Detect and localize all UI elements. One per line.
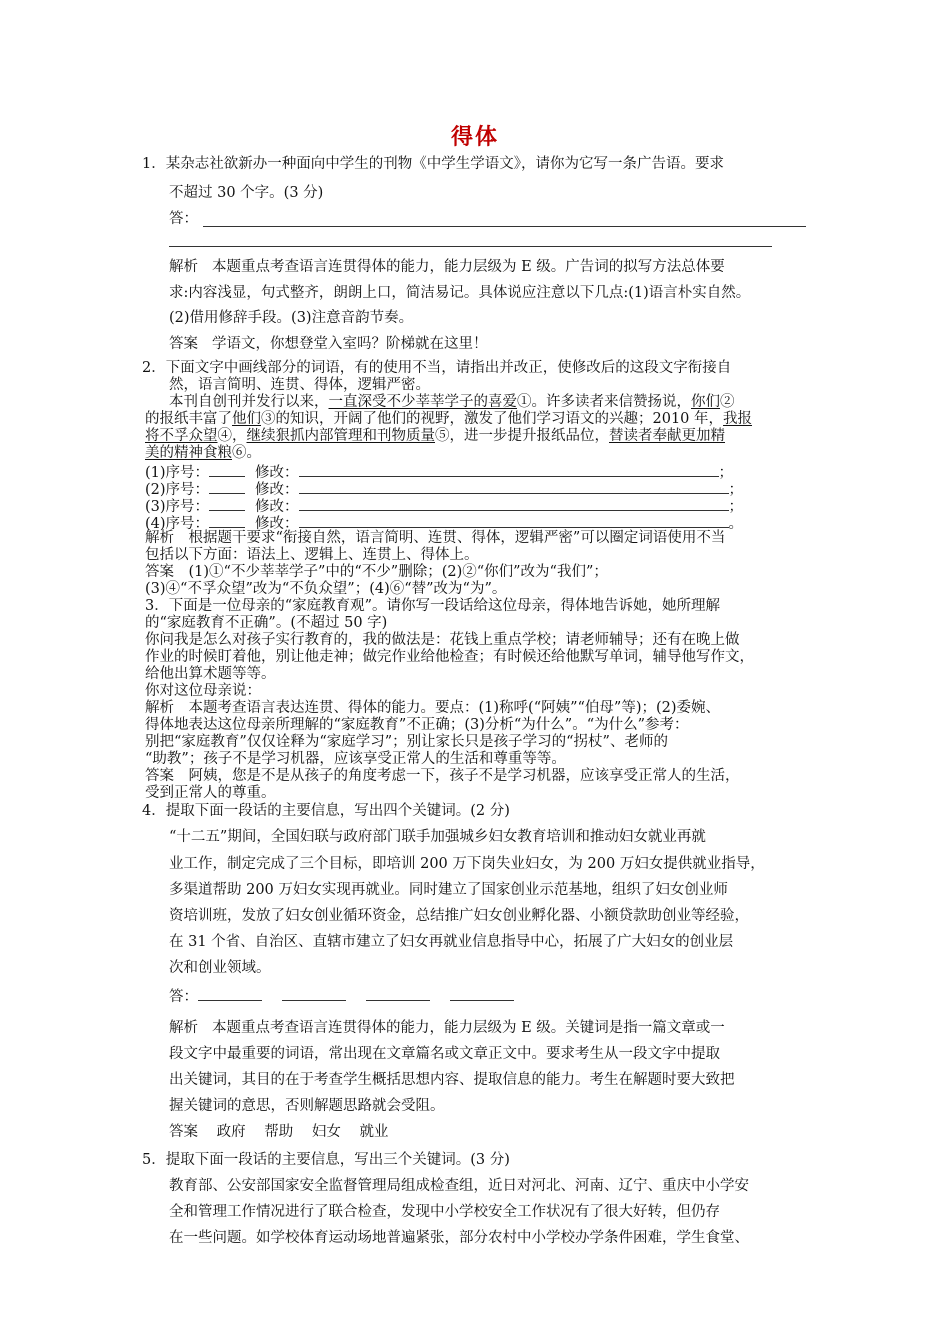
q2-passage-line: 本刊自创刊并发行以来，一直深受不少莘莘学子的喜爱①。许多读者来信赞扬说，你们② — [169, 394, 735, 410]
q1-analysis — [169, 259, 725, 276]
analysis-text: 本题重点考查语言连贯得体的能力，能力层级为 E 级。广告词的拟写方法总体要 — [212, 259, 725, 275]
q4-passage: 在 31 个省、自治区、直辖市建立了妇女再就业信息指导中心，拓展了广大妇女的创业层 — [169, 934, 734, 950]
q4-stem: 4．提取下面一段话的主要信息，写出四个关键词。(2 分) — [142, 803, 510, 819]
q4-passage: 资培训班，发放了妇女创业循环资金，总结推广妇女创业孵化器、小额贷款助创业等经验， — [169, 908, 749, 924]
keyword: 就业 — [359, 1124, 389, 1140]
q3-analysis: 别把“家庭教育”仅仅诠释为“家庭学习”；别让家长只是孩子学习的“拐杖”、老师的 — [145, 734, 668, 750]
blank-field[interactable] — [450, 986, 514, 1001]
analysis-text: 出关键词，其目的在于考查学生概括思想内容、提取信息的能力。考生在解题时要大致把 — [169, 1072, 735, 1088]
q3-analysis: 解析 本题考查语言表达连贯、得体的能力。要点：(1)称呼(“阿姨”“伯母”等)；(2)委婉、 — [145, 700, 721, 716]
q3-answer: 受到正常人的尊重。 — [145, 785, 276, 801]
q2-answer: (3)④“不孚众望”改为“不负众望”；(4)⑥“替”改为“为”。 — [145, 581, 507, 597]
blank-field[interactable] — [366, 986, 430, 1001]
q3-answer: 答案 阿姨，您是不是从孩子的角度考虑一下，孩子不是学习机器，应该享受正常人的生活， — [145, 768, 740, 784]
q4-passage: 次和创业领域。 — [169, 960, 271, 976]
blank-field[interactable] — [209, 479, 245, 494]
q3-stem: 3．下面是一位母亲的“家庭教育观”。请你写一段话给这位母亲，得体地告诉她，她所理解 — [145, 598, 721, 614]
underlined-phrase: 将不孚众望 — [145, 428, 218, 444]
q5-passage: 教育部、公安部国家安全监督管理局组成检查组，近日对河北、河南、辽宁、重庆中小学安 — [169, 1178, 749, 1194]
blank-field[interactable] — [198, 986, 262, 1001]
q1-stem: 1．某杂志社欲新办一种面向中学生的刊物《中学生学语文》，请你为它写一条广告语。要求 — [142, 156, 724, 172]
blank-field[interactable] — [299, 462, 719, 477]
answer-label: 答案 — [169, 1124, 198, 1140]
analysis-text: 握关键词的意思，否则解题思路就会受阻。 — [169, 1098, 445, 1114]
analysis-text: 段文字中最重要的词语，常出现在文章篇名或文章正文中。要求考生从一段文字中提取 — [169, 1046, 720, 1062]
q5-passage: 在一些问题。如学校体育运动场地普遍紧张，部分农村中小学校办学条件困难，学生食堂、 — [169, 1230, 749, 1246]
q1-answer-prompt: 答： — [169, 211, 198, 227]
underlined-phrase: 替读者奉献更加精 — [609, 428, 725, 444]
analysis-label: 解析 — [169, 1020, 198, 1036]
q4-passage: 多渠道帮助 200 万妇女实现再就业。同时建立了国家创业示范基地，组织了妇女创业师 — [169, 882, 728, 898]
blank-field[interactable] — [299, 479, 729, 494]
underlined-phrase: 一直深受不少莘莘学子的喜爱 — [328, 394, 517, 410]
fill-line-2: (2)序号： 修改： ； — [145, 479, 743, 499]
q2-stem-cont: 然，语言简明、连贯、得体，逻辑严密。 — [169, 377, 430, 393]
blank-field[interactable] — [209, 496, 245, 511]
q1-answer — [169, 336, 488, 353]
answer-text: 学语文，你想登堂入室吗？阶梯就在这里！ — [212, 336, 488, 352]
underlined-phrase: 他们 — [232, 411, 261, 427]
q5-stem: 5．提取下面一段话的主要信息，写出三个关键词。(3 分) — [142, 1152, 510, 1168]
q2-passage-line: 美的精神食粮⑥。 — [145, 445, 261, 461]
blank-field[interactable] — [299, 513, 729, 528]
page-title: 得体 — [450, 125, 499, 150]
q2-stem: 2．下面文字中画线部分的词语，有的使用不当，请指出并改正，使修改后的这段文字衔接自 — [142, 360, 732, 376]
blank-field[interactable] — [299, 496, 729, 511]
analysis-label: 解析 — [169, 259, 198, 275]
blank-field[interactable] — [209, 462, 245, 477]
q4-analysis: 解析 本题重点考查语言连贯得体的能力，能力层级为 E 级。关键词是指一篇文章或一 — [169, 1020, 725, 1036]
underlined-phrase: 我报 — [723, 411, 753, 427]
q2-analysis: 解析 根据题干要求“衔接自然，语言简明、连贯、得体，逻辑严密”可以圈定词语使用不当 — [145, 530, 726, 546]
keyword: 妇女 — [311, 1124, 341, 1140]
answer-label: 答案 — [169, 336, 198, 352]
q2-analysis: 包括以下方面：语法上、逻辑上、连贯上、得体上。 — [145, 547, 479, 563]
q2-passage-line: 的报纸丰富了他们③的知识，开阔了他们的视野，激发了他们学习语文的兴趣；2010 年，我报 — [145, 411, 753, 427]
q4-passage: “十二五”期间，全国妇联与政府部门联手加强城乡妇女教育培训和推动妇女就业再就 — [169, 829, 706, 845]
q3-stem-cont: 的“家庭教育不正确”。(不超过 50 字) — [145, 615, 388, 631]
q2-passage-line: 将不孚众望④，继续狠抓内部管理和刊物质量⑤，进一步提升报纸品位，替读者奉献更加精 — [145, 428, 725, 444]
blank-field[interactable] — [209, 513, 245, 528]
q2-answer: 答案 (1)①“不少莘莘学子”中的“不少”删除；(2)②“你们”改为“我们”； — [145, 564, 608, 580]
q5-passage: 全和管理工作情况进行了联合检查，发现中小学校安全工作状况有了很大好转，但仍存 — [169, 1204, 720, 1220]
q4-answer — [169, 1124, 388, 1141]
analysis-text: 求:内容浅显，句式整齐，朗朗上口，简洁易记。具体说应注意以下几点:(1)语言朴实自然。 — [169, 285, 751, 301]
q3-text: 作业的时候盯着他，别让他走神；做完作业给他检查；有时候还给他默写单词，辅导他写作文， — [145, 649, 754, 665]
q3-text: 你问我是怎么对孩子实行教育的，我的做法是：花钱上重点学校；请老师辅导；还有在晚上做 — [145, 632, 740, 648]
fill-line-1: (1)序号： 修改： ； — [145, 462, 733, 482]
analysis-text: (2)借用修辞手段。(3)注意音韵节奏。 — [169, 310, 414, 326]
keyword: 政府 — [216, 1124, 246, 1140]
blank-field[interactable] — [282, 986, 346, 1001]
q3-analysis: “助教”；孩子不是学习机器，应该享受正常人的生活和尊重等等。 — [145, 751, 566, 767]
keyword: 帮助 — [264, 1124, 294, 1140]
underlined-phrase: 美的精神食粮 — [145, 445, 232, 461]
answer-line — [203, 226, 806, 227]
q4-answer-prompt: 答： — [169, 986, 514, 1006]
q3-analysis: 得体地表达这位母亲所理解的“家庭教育”不正确；(3)分析“为什么”。“为什么”参考： — [145, 717, 689, 733]
underlined-phrase: 你们 — [691, 394, 720, 410]
q1-stem-cont: 不超过 30 个字。(3 分) — [169, 185, 324, 201]
q3-prompt: 你对这位母亲说： — [145, 683, 261, 699]
underlined-phrase: 继续狠抓内部管理和刊物质量 — [246, 428, 435, 444]
fill-line-3: (3)序号： 修改： ； — [145, 496, 743, 516]
fill-line-4: (4)序号： 修改： 。 — [145, 513, 743, 533]
q4-passage: 业工作，制定完成了三个目标，即培训 200 万下岗失业妇女，为 200 万妇女提供就业指导， — [169, 856, 765, 872]
q3-text: 给他出算术题等等。 — [145, 666, 276, 682]
answer-line — [169, 246, 772, 247]
